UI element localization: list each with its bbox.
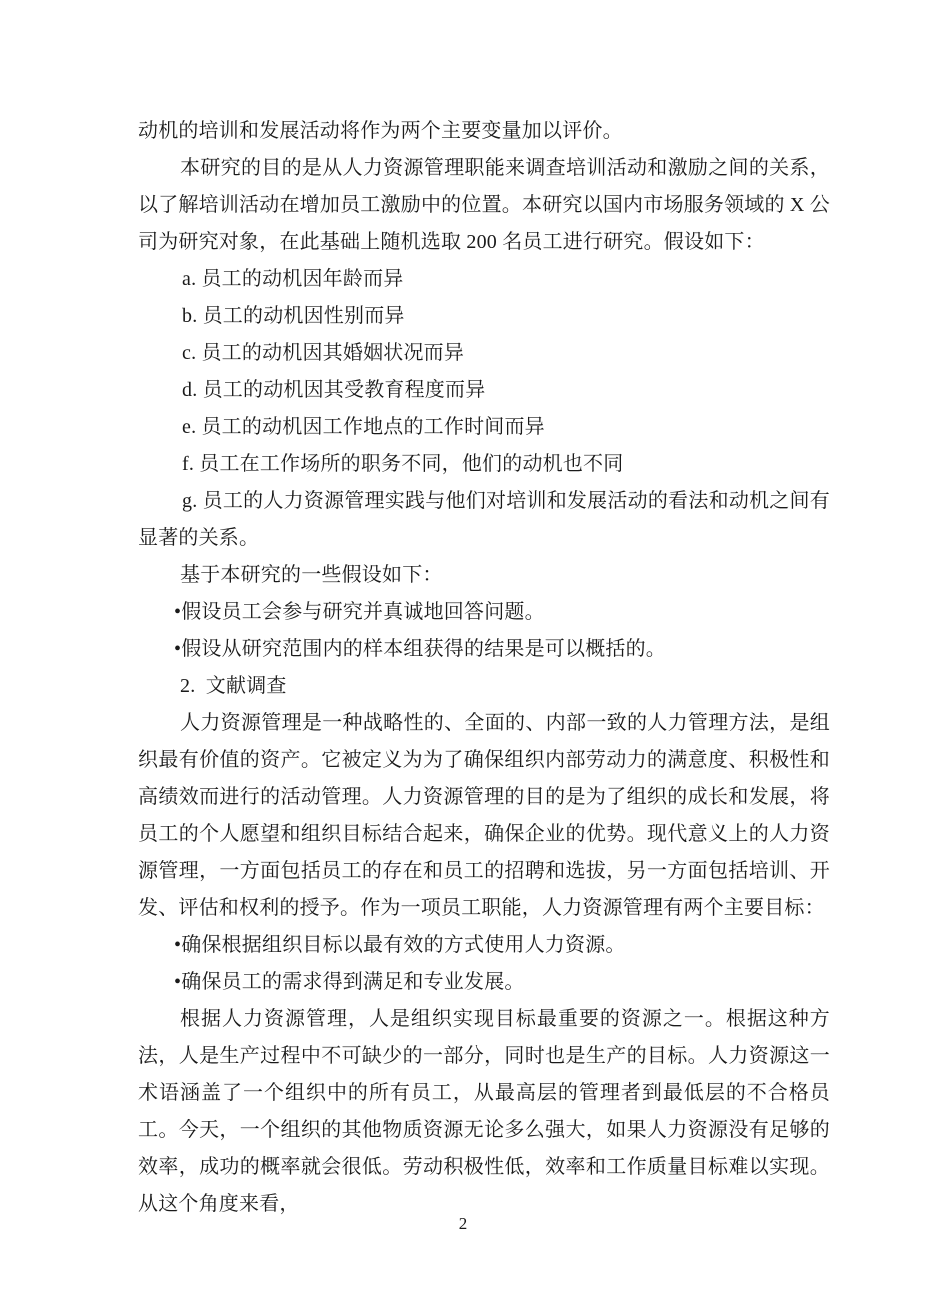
text-block: 根据人力资源管理，人是组织实现目标最重要的资源之一。根据这种方法，人是生产过程中不可缺少的一部分，同时也是生产的目标。人力资源这一术语涵盖了一个组织中的所有员工，从最高层的管理者到最低层的不合格员工。今天，一个组织的其他物质资源无论多么强大，如果人力资源没有足够的效率，成功的概率就会很低。劳动积极性低，效率和工作质量目标难以实现。从这个角度来看，: [138, 1008, 830, 1215]
text-block: b. 员工的动机因性别而异: [182, 305, 405, 327]
text-block: d. 员工的动机因其受教育程度而异: [182, 379, 486, 401]
text-block: e. 员工的动机因工作地点的工作时间而异: [182, 416, 545, 438]
text-block: 人力资源管理是一种战略性的、全面的、内部一致的人力管理方法，是组织最有价值的资产。它被定义为为了确保组织内部劳动力的满意度、积极性和高绩效而进行的活动管理。人力资源管理的目的是为了组织的成长和发展，将员工的个人愿望和组织目标结合起来，确保企业的优势。现代意义上的人力资源管理，一方面包括员工的存在和员工的招聘和选拔，另一方面包括培训、开发、评估和权利的授予。作为一项员工职能，人力资源管理有两个主要目标：: [138, 712, 830, 919]
text-block: f. 员工在工作场所的职务不同，他们的动机也不同: [182, 453, 624, 475]
text-block: g. 员工的人力资源管理实践与他们对培训和发展活动的看法和动机之间有显著的关系。: [138, 490, 830, 549]
text-block: 基于本研究的一些假设如下：: [180, 564, 443, 586]
document-body: [138, 113, 830, 1223]
page-number: 2: [458, 1214, 468, 1233]
section-heading: 2. 文献调查: [180, 675, 287, 697]
text-block: •确保员工的需求得到满足和专业发展。: [174, 971, 525, 993]
text-block: •假设员工会参与研究并真诚地回答问题。: [174, 601, 545, 623]
text-block: 本研究的目的是从人力资源管理职能来调查培训活动和激励之间的关系，以了解培训活动在增加员工激励中的位置。本研究以国内市场服务领域的 X 公司为研究对象，在此基础上随机选取 200 名员工进行研究。假设如下：: [138, 157, 830, 253]
text-block: •确保根据组织目标以最有效的方式使用人力资源。: [174, 934, 626, 956]
text-block: a. 员工的动机因年龄而异: [182, 268, 404, 290]
text-block: 动机的培训和发展活动将作为两个主要变量加以评价。: [138, 120, 623, 142]
text-block: c. 员工的动机因其婚姻状况而异: [182, 342, 465, 364]
text-block: •假设从研究范围内的样本组获得的结果是可以概括的。: [174, 638, 667, 660]
